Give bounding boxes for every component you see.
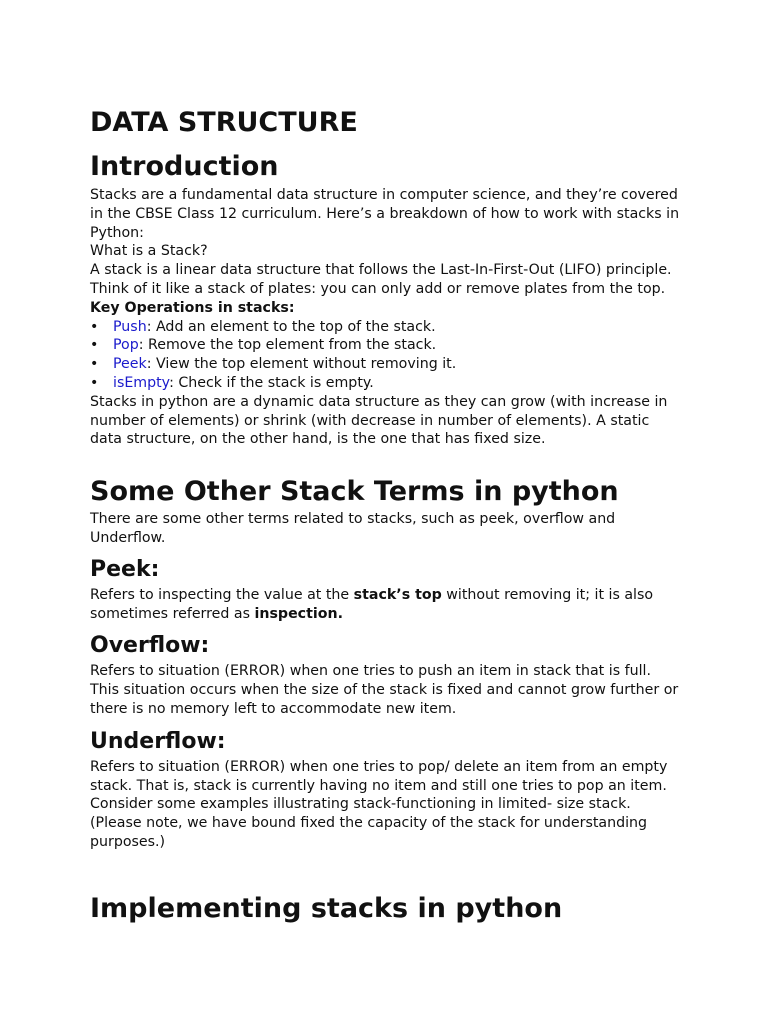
peek-heading: Peek: — [90, 556, 160, 582]
operation-term: isEmpty — [113, 374, 170, 391]
operation-desc: : View the top element without removing it. — [146, 356, 457, 373]
stack-definition-paragraph: A stack is a linear data structure that follows the Last-In-First-Out (LIFO) principle. Think of it like a stack of plates: you can only add or remove plates from the top. — [90, 262, 672, 297]
document-content — [90, 106, 680, 926]
overflow-paragraph: Refers to situation (ERROR) when one tries to push an item in stack that is full. This situation occurs when the size of the stack is fixed and cannot grow further or there is no memory left to accommodate new item. — [90, 663, 679, 717]
peek-text-inspection: inspection. — [254, 605, 343, 622]
key-operations-heading: Key Operations in stacks: — [90, 299, 295, 316]
peek-text-c: without removing it; it is also sometimes referred as — [90, 586, 654, 622]
operations-list — [90, 318, 680, 393]
operation-desc: : Check if the stack is empty. — [169, 374, 374, 391]
introduction-heading: Introduction — [90, 151, 279, 182]
implementing-heading: Implementing stacks in python — [90, 892, 563, 924]
operation-pop — [90, 336, 680, 355]
operation-desc: : Remove the top element from the stack. — [138, 337, 437, 354]
other-terms-heading: Some Other Stack Terms in python — [90, 476, 619, 508]
operation-term: Peek — [113, 356, 147, 373]
dynamic-stack-paragraph: Stacks in python are a dynamic data structure as they can grow (with increase in number of elements) or shrink (with decrease in number of elements). A static data structure, on the other hand, is the one that has fixed size. — [90, 393, 668, 448]
operation-isempty — [90, 374, 680, 393]
peek-paragraph — [90, 586, 680, 624]
operation-desc: : Add an element to the top of the stack. — [146, 318, 436, 335]
other-terms-paragraph: There are some other terms related to stacks, such as peek, overflow and Underflow. — [90, 511, 616, 546]
operation-peek — [90, 355, 680, 374]
what-is-stack-question: What is a Stack? — [90, 243, 208, 260]
operation-term: Push — [113, 318, 147, 335]
operation-term: Pop — [113, 337, 139, 354]
underflow-paragraph: Refers to situation (ERROR) when one tries to pop/ delete an item from an empty stack. That is, stack is currently having no item and still one tries to pop an item. Consider some examples illustrating stack-functioning in limited- size stack. (Please note, we have bound fixed the capacity of the stack for understanding purposes.) — [90, 758, 668, 850]
peek-text-stack-top: stack’s top — [353, 586, 442, 603]
intro-paragraph: Stacks are a fundamental data structure in computer science, and they’re covered in the CBSE Class 12 curriculum. Here’s a breakdown of how to work with stacks in Python: — [90, 187, 680, 241]
operation-push — [90, 318, 680, 337]
document-title: DATA STRUCTURE — [90, 107, 358, 138]
overflow-heading: Overflow: — [90, 633, 210, 659]
underflow-heading: Underflow: — [90, 728, 226, 754]
peek-text-a: Refers to inspecting the value at the — [90, 586, 354, 603]
